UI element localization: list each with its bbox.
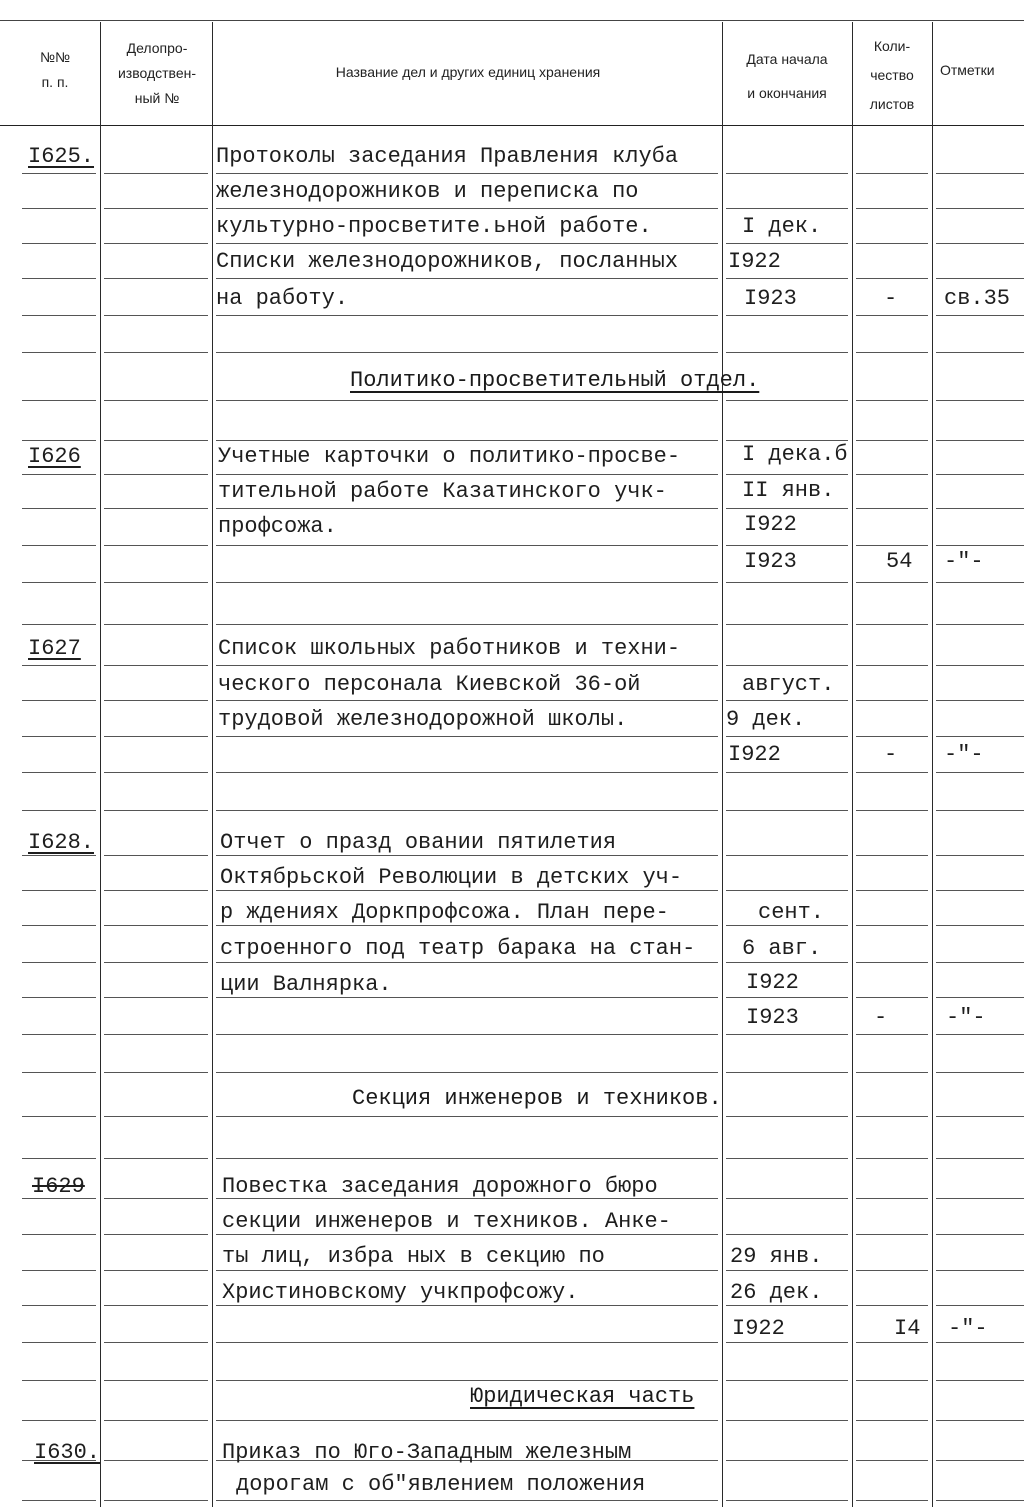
row-rule — [726, 173, 848, 174]
row-rule — [216, 545, 718, 546]
entry-title-line: ции Валнярка. — [220, 972, 392, 997]
header-col-office-number — [102, 36, 212, 111]
row-rule — [104, 474, 208, 475]
row-rule — [936, 278, 1024, 279]
row-rule — [936, 665, 1024, 666]
row-rule — [936, 1198, 1024, 1199]
row-rule — [216, 582, 718, 583]
row-rule — [104, 855, 208, 856]
row-rule — [936, 1158, 1024, 1159]
row-rule — [856, 890, 928, 891]
row-rule — [726, 582, 848, 583]
header-text: ный № — [134, 90, 180, 106]
row-rule — [104, 1234, 208, 1235]
entry-date: I дека.б — [742, 442, 848, 467]
row-rule — [104, 1342, 208, 1343]
entry-sheet-count: - — [884, 742, 898, 767]
entry-date: I922 — [746, 970, 799, 995]
row-rule — [726, 624, 848, 625]
row-rule — [856, 1158, 928, 1159]
entry-note: св.35 — [944, 286, 1011, 311]
entry-date: I923 — [746, 1005, 799, 1030]
row-rule — [936, 890, 1024, 891]
row-rule — [856, 700, 928, 701]
row-rule — [856, 1305, 928, 1306]
row-rule — [104, 173, 208, 174]
entry-title-line: трудовой железнодорожной школы. — [218, 707, 628, 732]
entry-number: I626 — [28, 444, 81, 469]
row-rule — [216, 1342, 718, 1343]
row-rule — [22, 1234, 96, 1235]
row-rule — [936, 1116, 1024, 1117]
row-rule — [856, 1234, 928, 1235]
row-rule — [856, 400, 928, 401]
row-rule — [22, 1500, 96, 1501]
row-rule — [22, 545, 96, 546]
row-rule — [22, 1342, 96, 1343]
entry-title-line: ческого персонала Киевской 36-ой — [218, 672, 641, 697]
row-rule — [216, 1380, 718, 1381]
row-rule — [104, 1305, 208, 1306]
column-divider-2 — [212, 22, 213, 1507]
entry-title-line: дорогам с об"явлением положения — [236, 1472, 646, 1497]
header-text: Отметки — [940, 62, 995, 78]
header-text: Дата начала — [746, 51, 828, 67]
entry-title-line: Списки железнодорожников, посланных — [216, 249, 679, 274]
row-rule — [726, 665, 848, 666]
row-rule — [936, 1460, 1024, 1461]
row-rule — [216, 772, 718, 773]
row-rule — [104, 582, 208, 583]
row-rule — [104, 997, 208, 998]
row-rule — [104, 545, 208, 546]
row-rule — [856, 440, 928, 441]
row-rule — [856, 1072, 928, 1073]
row-rule — [104, 700, 208, 701]
row-rule — [936, 1380, 1024, 1381]
header-col-count — [852, 32, 932, 119]
row-rule — [216, 1158, 718, 1159]
row-rule — [936, 1270, 1024, 1271]
row-rule — [856, 208, 928, 209]
row-rule — [856, 962, 928, 963]
entry-title-line: профсожа. — [218, 514, 337, 539]
row-rule — [856, 1034, 928, 1035]
row-rule — [856, 582, 928, 583]
row-rule — [726, 1198, 848, 1199]
row-rule — [726, 1380, 848, 1381]
row-rule — [104, 1420, 208, 1421]
row-rule — [726, 772, 848, 773]
entry-note: -"- — [946, 1005, 986, 1030]
header-col-notes — [940, 58, 1024, 83]
header-text: Делопро- — [126, 40, 188, 56]
entry-sheet-count: 54 — [886, 549, 913, 574]
row-rule — [104, 208, 208, 209]
row-rule — [726, 352, 848, 353]
entry-date: сент. — [758, 900, 825, 925]
row-rule — [22, 772, 96, 773]
row-rule — [22, 810, 96, 811]
entry-title-line: Отчет о празд овании пятилетия — [220, 830, 617, 855]
entry-number: I629 — [32, 1174, 85, 1199]
entry-title-line: секции инженеров и техников. Анке- — [222, 1209, 671, 1234]
header-text: №№ — [39, 49, 71, 65]
row-rule — [104, 315, 208, 316]
header-text: Название дел и других единиц хранения — [335, 64, 601, 80]
row-rule — [936, 925, 1024, 926]
row-rule — [856, 243, 928, 244]
row-rule — [856, 278, 928, 279]
row-rule — [216, 1420, 718, 1421]
row-rule — [22, 925, 96, 926]
entry-date: 9 дек. — [726, 707, 806, 732]
row-rule — [936, 855, 1024, 856]
row-rule — [856, 474, 928, 475]
row-rule — [936, 997, 1024, 998]
row-rule — [936, 508, 1024, 509]
row-rule — [936, 400, 1024, 401]
header-text: чество — [870, 67, 914, 83]
header-col-title — [214, 60, 722, 85]
row-rule — [726, 1072, 848, 1073]
row-rule — [856, 736, 928, 737]
entry-title-line: тительной работе Казатинского учк- — [218, 479, 667, 504]
row-rule — [936, 624, 1024, 625]
row-rule — [104, 772, 208, 773]
header-text: листов — [869, 96, 915, 112]
row-rule — [216, 352, 718, 353]
row-rule — [22, 1305, 96, 1306]
entry-title-line: Октябрьской Революции в детских уч- — [220, 865, 683, 890]
row-rule — [216, 400, 718, 401]
entry-date: I922 — [728, 249, 781, 274]
row-rule — [104, 243, 208, 244]
entry-note: -"- — [948, 1316, 988, 1341]
row-rule — [22, 736, 96, 737]
row-rule — [856, 352, 928, 353]
row-rule — [104, 278, 208, 279]
entry-title-line: культурно-просветите.ьной работе. — [216, 214, 652, 239]
header-col-number — [20, 45, 90, 95]
row-rule — [936, 243, 1024, 244]
row-rule — [726, 400, 848, 401]
row-rule — [104, 1500, 208, 1501]
row-rule — [22, 962, 96, 963]
row-rule — [936, 474, 1024, 475]
row-rule — [936, 1305, 1024, 1306]
entry-date: I923 — [744, 549, 797, 574]
row-rule — [936, 810, 1024, 811]
row-rule — [22, 890, 96, 891]
row-rule — [726, 1420, 848, 1421]
row-rule — [856, 1420, 928, 1421]
entry-title-line: Протоколы заседания Правления клуба — [216, 144, 679, 169]
row-rule — [856, 508, 928, 509]
header-text: п. п. — [41, 74, 69, 90]
row-rule — [22, 474, 96, 475]
row-rule — [104, 810, 208, 811]
section-heading: Секция инженеров и техников. — [352, 1086, 722, 1111]
section-heading: Политико-просветительный отдел. — [350, 368, 760, 393]
row-rule — [726, 208, 848, 209]
row-rule — [104, 1034, 208, 1035]
row-rule — [726, 855, 848, 856]
row-rule — [22, 1034, 96, 1035]
entry-title-line: Учетные карточки о политико-просве- — [218, 444, 681, 469]
row-rule — [104, 1116, 208, 1117]
row-rule — [856, 173, 928, 174]
row-rule — [22, 1420, 96, 1421]
entry-note: -"- — [944, 549, 984, 574]
entry-date: I922 — [744, 512, 797, 537]
column-divider-4 — [852, 22, 853, 1507]
row-rule — [104, 1198, 208, 1199]
entry-date: II янв. — [742, 478, 835, 503]
header-bottom-rule — [0, 125, 1024, 126]
row-rule — [936, 1072, 1024, 1073]
row-rule — [104, 508, 208, 509]
row-rule — [22, 508, 96, 509]
entry-title-line: Приказ по Юго-Западным железным — [222, 1440, 632, 1465]
row-rule — [22, 315, 96, 316]
entry-number: I627 — [28, 636, 81, 661]
row-rule — [104, 736, 208, 737]
entry-title-line: Повестка заседания дорожного бюро — [222, 1174, 658, 1199]
entry-date: 29 янв. — [730, 1244, 823, 1269]
row-rule — [22, 1072, 96, 1073]
row-rule — [856, 1380, 928, 1381]
row-rule — [104, 1158, 208, 1159]
row-rule — [22, 1158, 96, 1159]
row-rule — [936, 700, 1024, 701]
row-rule — [726, 810, 848, 811]
row-rule — [856, 1270, 928, 1271]
entry-sheet-count: I4 — [894, 1316, 921, 1341]
row-rule — [936, 772, 1024, 773]
row-rule — [104, 400, 208, 401]
entry-date: I923 — [744, 286, 797, 311]
row-rule — [856, 1198, 928, 1199]
row-rule — [856, 665, 928, 666]
header-top-rule — [0, 20, 1024, 21]
row-rule — [22, 400, 96, 401]
row-rule — [726, 890, 848, 891]
row-rule — [856, 925, 928, 926]
row-rule — [22, 997, 96, 998]
entry-title-line: на работу. — [216, 286, 349, 311]
row-rule — [104, 1270, 208, 1271]
row-rule — [216, 810, 718, 811]
row-rule — [936, 352, 1024, 353]
header-text: изводствен- — [117, 65, 197, 81]
entry-title-line: р ждениях Доркпрофсожа. План пере- — [220, 900, 669, 925]
row-rule — [216, 1116, 718, 1117]
row-rule — [856, 855, 928, 856]
row-rule — [726, 1158, 848, 1159]
row-rule — [936, 1420, 1024, 1421]
row-rule — [726, 1460, 848, 1461]
entry-title-line: Список школьных работников и техни- — [218, 636, 681, 661]
row-rule — [216, 1034, 718, 1035]
row-rule — [22, 624, 96, 625]
row-rule — [22, 700, 96, 701]
row-rule — [104, 624, 208, 625]
row-rule — [856, 810, 928, 811]
row-rule — [936, 208, 1024, 209]
row-rule — [936, 1500, 1024, 1501]
row-rule — [936, 440, 1024, 441]
row-rule — [22, 1270, 96, 1271]
row-rule — [104, 890, 208, 891]
row-rule — [22, 1116, 96, 1117]
row-rule — [856, 772, 928, 773]
row-rule — [104, 1460, 208, 1461]
row-rule — [22, 208, 96, 209]
row-rule — [856, 1500, 928, 1501]
row-rule — [104, 925, 208, 926]
row-rule — [936, 962, 1024, 963]
row-rule — [104, 1380, 208, 1381]
row-rule — [856, 1116, 928, 1117]
entry-date: I922 — [732, 1316, 785, 1341]
row-rule — [22, 582, 96, 583]
row-rule — [104, 1072, 208, 1073]
row-rule — [22, 1380, 96, 1381]
entry-date: 6 авг. — [742, 936, 822, 961]
row-rule — [936, 582, 1024, 583]
entry-date: I922 — [728, 742, 781, 767]
row-rule — [104, 962, 208, 963]
row-rule — [856, 997, 928, 998]
row-rule — [726, 1116, 848, 1117]
column-divider-1 — [100, 22, 101, 1507]
row-rule — [856, 1460, 928, 1461]
row-rule — [22, 278, 96, 279]
entry-note: -"- — [944, 742, 984, 767]
header-col-dates — [722, 42, 852, 110]
row-rule — [216, 624, 718, 625]
row-rule — [856, 624, 928, 625]
row-rule — [726, 1234, 848, 1235]
row-rule — [936, 173, 1024, 174]
entry-date: август. — [742, 672, 835, 697]
entry-sheet-count: - — [884, 286, 898, 311]
entry-sheet-count: - — [874, 1005, 888, 1030]
entry-number: I628. — [28, 830, 95, 855]
row-rule — [726, 1500, 848, 1501]
section-heading: Юридическая часть — [470, 1384, 695, 1409]
header-text: Коли- — [873, 38, 911, 54]
entry-number: I630. — [34, 1440, 101, 1465]
row-rule — [104, 352, 208, 353]
column-divider-5 — [932, 22, 933, 1507]
entry-title-line: железнодорожников и переписка по — [216, 179, 639, 204]
row-rule — [22, 352, 96, 353]
row-rule — [104, 440, 208, 441]
row-rule — [104, 665, 208, 666]
row-rule — [936, 736, 1024, 737]
row-rule — [936, 1234, 1024, 1235]
header-text: и окончания — [747, 85, 827, 101]
entry-date: 26 дек. — [730, 1280, 823, 1305]
entry-date: I дек. — [742, 214, 822, 239]
entry-title-line: строенного под театр барака на стан- — [220, 936, 696, 961]
column-divider-3 — [722, 22, 723, 1507]
entry-number: I625. — [28, 144, 95, 169]
row-rule — [216, 1072, 718, 1073]
entry-title-line: Христиновскому учкпрофсожу. — [222, 1280, 579, 1305]
entry-title-line: ты лиц, избра ных в секцию по — [222, 1244, 605, 1269]
row-rule — [22, 243, 96, 244]
